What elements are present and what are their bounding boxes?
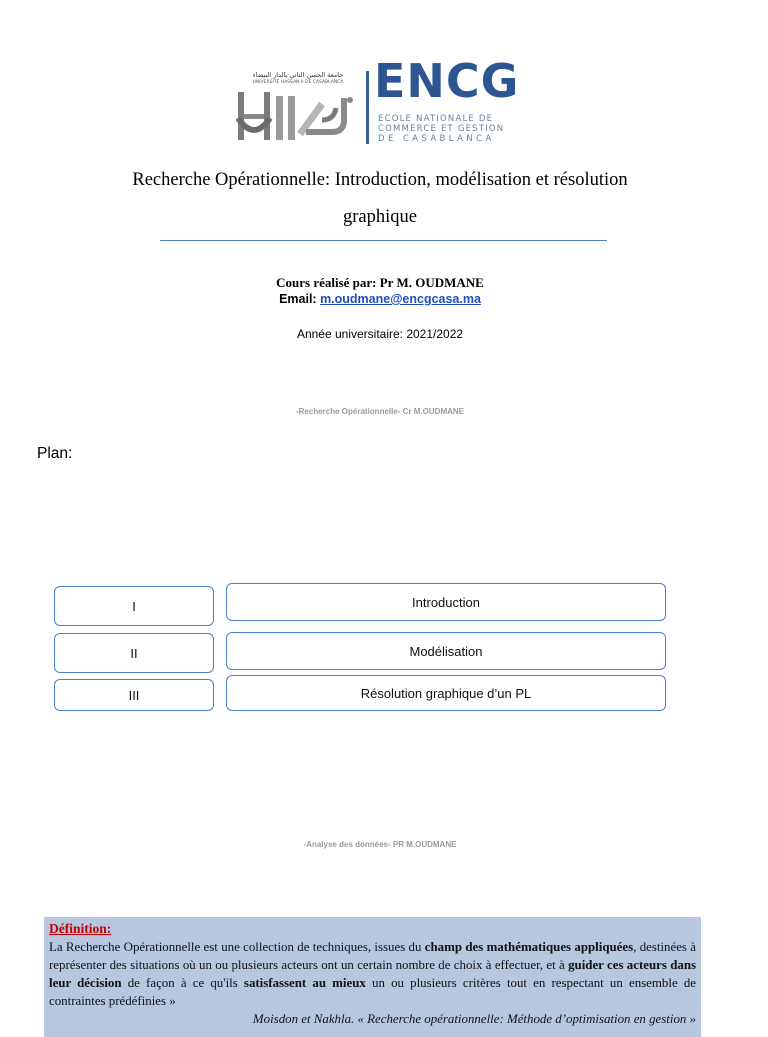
logo-subtitle-line: DE CASABLANCA <box>378 134 495 144</box>
plan-number: I <box>132 598 136 614</box>
logo-subtitle-line: COMMERCE ET GESTION <box>378 124 505 134</box>
definition-box <box>44 917 701 1037</box>
email-label: Email: <box>279 292 321 306</box>
plan-item-label: Résolution graphique d’un PL <box>360 685 532 701</box>
email-line <box>60 292 700 306</box>
definition-text: La Recherche Opérationnelle est une collection de techniques, issues du champ des mathématiques appliquées, destinées à représenter des situations où un ou plusieurs acteurs ont un certain nombre de choix à effectuer, et à guider ces acteurs dans leur décision de façon à ce qu'ils satisfassent au mieux un ou plusieurs critères tout en respectant un ensemble de contraintes prédéfinies » <box>49 940 696 1008</box>
plan-item-box <box>226 583 666 621</box>
plan-item-box <box>226 675 666 711</box>
plan-number-box <box>54 633 214 673</box>
author-line: Cours réalisé par: Pr M. OUDMANE <box>276 275 484 290</box>
encg-logo <box>236 54 520 144</box>
plan-heading: Plan: <box>37 445 73 462</box>
plan-item-box <box>226 632 666 670</box>
logo-subtitle-line: ECOLE NATIONALE DE <box>378 114 494 124</box>
document-title-line1: Recherche Opérationnelle: Introduction, modélisation et résolution <box>132 170 628 190</box>
logo-divider <box>366 71 369 144</box>
plan-item-label: Modélisation <box>409 643 483 659</box>
academic-year: Année universitaire: 2021/2022 <box>296 327 464 341</box>
definition-title: Définition: <box>49 921 112 936</box>
university-emblem-icon <box>236 90 360 142</box>
definition-citation: Moisdon et Nakhla. « Recherche opérationnelle: Méthode d’optimisation en gestion » <box>252 1012 696 1026</box>
document-title-line2: graphique <box>343 207 417 227</box>
plan-number: II <box>130 645 138 661</box>
plan-number: III <box>128 687 140 703</box>
logo-university-text: UNIVERSITÉ HASSAN II DE CASABLANCA <box>252 80 344 85</box>
plan-number-box <box>54 679 214 711</box>
logo-acronym: ENCG <box>374 54 520 108</box>
title-underline <box>160 240 607 241</box>
email-link[interactable]: m.oudmane@encgcasa.ma <box>320 292 481 306</box>
page-footer: -Analyse des données- PR M.OUDMANE <box>303 840 457 849</box>
plan-item-label: Introduction <box>412 594 480 610</box>
logo-arabic-text: جامعة الحسن الثاني بالدار البيضاء <box>252 71 344 79</box>
page-footer: -Recherche Opérationnelle- Cr M.OUDMANE <box>295 407 465 416</box>
plan-number-box <box>54 586 214 626</box>
